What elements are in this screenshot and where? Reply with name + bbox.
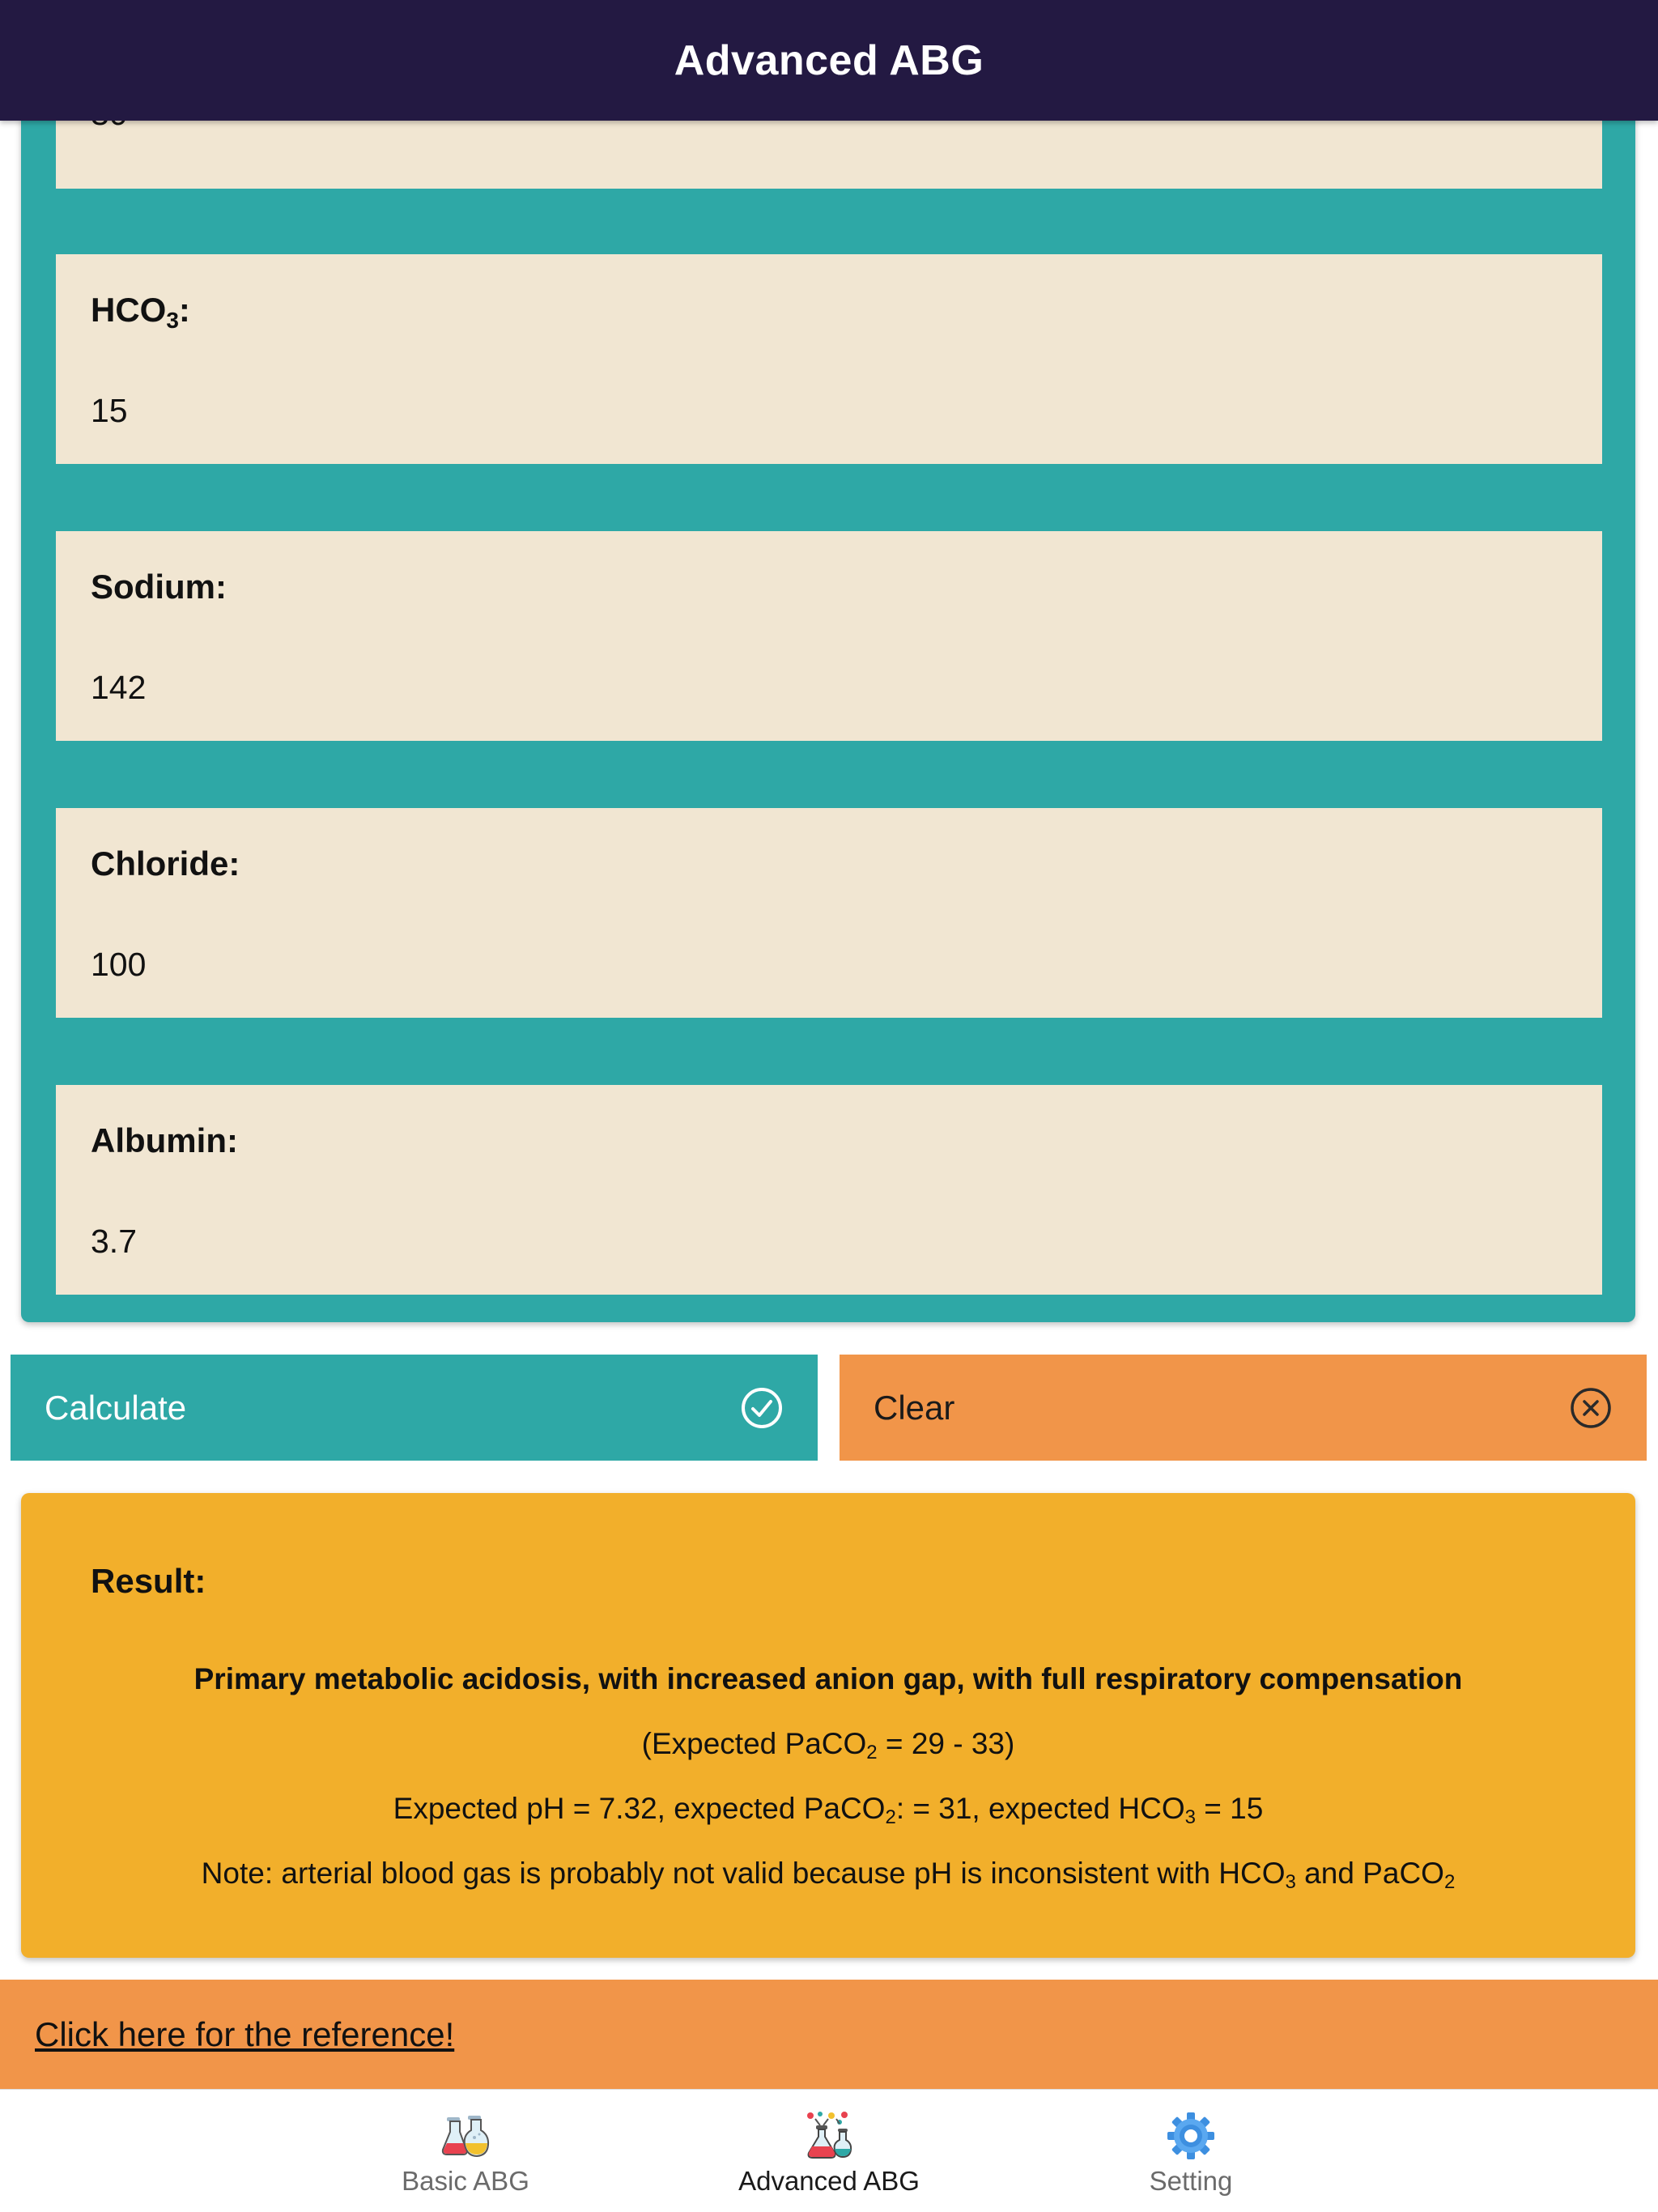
calculate-button-label: Calculate [45, 1388, 187, 1427]
clear-button-label: Clear [874, 1388, 955, 1427]
result-title: Result: [91, 1562, 206, 1600]
tab-label-setting: Setting [1149, 2166, 1233, 2196]
input-panel [21, 0, 1635, 1322]
tab-bar [0, 2089, 1658, 2212]
field-card-hco3 [56, 254, 1602, 464]
chloride-input[interactable] [91, 946, 1548, 984]
page-title: Advanced ABG [674, 36, 984, 84]
field-card-sodium [56, 531, 1602, 741]
result-card [21, 1493, 1635, 1958]
result-expected-paco2: (Expected PaCO$_2$ = 29 - 33) [641, 1727, 1015, 1763]
lab-flask-icon [804, 2111, 854, 2161]
app-header [0, 0, 1658, 121]
calculate-button[interactable] [11, 1355, 818, 1461]
field-card-albumin [56, 1085, 1602, 1295]
albumin-input[interactable] [91, 1223, 1548, 1261]
tab-setting[interactable] [1029, 2090, 1353, 2212]
sodium-input[interactable] [91, 669, 1548, 707]
result-primary-diagnosis: Primary metabolic acidosis, with increased anion gap, with full respiratory compensation [193, 1662, 1463, 1695]
tab-label-basic-abg: Basic ABG [402, 2166, 529, 2196]
result-note: Note: arterial blood gas is probably not valid because pH is inconsistent with $HCO_3$ and PaCO$_2$ [201, 1857, 1456, 1893]
tab-basic-abg[interactable] [304, 2090, 627, 2212]
tab-advanced-abg[interactable] [667, 2090, 991, 2212]
check-circle-icon [740, 1386, 784, 1430]
tab-label-advanced-abg: Advanced ABG [738, 2166, 920, 2196]
clear-button[interactable] [840, 1355, 1647, 1461]
flasks-icon [440, 2111, 491, 2161]
reference-link[interactable]: Click here for the reference! [35, 2014, 455, 2053]
albumin-label: Albumin: [91, 1121, 238, 1159]
field-card-chloride [56, 808, 1602, 1018]
sodium-label: Sodium: [91, 568, 227, 606]
hco3-label: $HCO_3$: [91, 291, 190, 333]
close-circle-icon [1569, 1386, 1613, 1430]
gear-icon [1166, 2111, 1216, 2161]
result-expected-values: Expected pH = 7.32, expected PaCO$_2$: = 31, expected $HCO_3 = 15$ [393, 1792, 1264, 1828]
chloride-label: Chloride: [91, 844, 240, 883]
hco3-input[interactable] [91, 392, 1548, 430]
reference-bar [0, 1980, 1658, 2089]
